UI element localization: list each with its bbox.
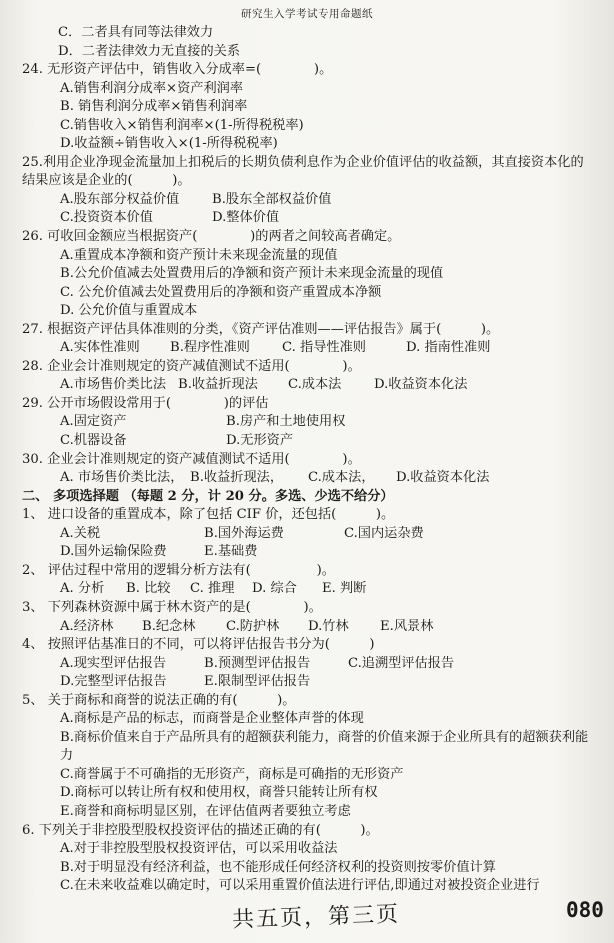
option-row: [22, 673, 592, 692]
handwritten-page-note: 共五页，第三页: [231, 902, 401, 933]
question-line: B. 销售利润分成率×销售利润率: [60, 99, 248, 115]
question-line: A.对于非控股型股权投资评估，可以采用收益法: [60, 841, 338, 857]
option-text: A.现实型评估报告: [60, 655, 167, 671]
option-text: C.成本法: [288, 377, 342, 393]
question-line: A.重置成本净额和资产预计未来现金流量的现值: [60, 247, 338, 263]
option-text: E.风景林: [380, 618, 434, 634]
option-text: D. 指南性准则: [406, 340, 491, 356]
option-text: D.收益资本化法: [396, 470, 490, 486]
question-line: 26. 可收回金额应当根据资产( )的两者之间较高者确定。: [22, 229, 401, 245]
option-text: E. 判断: [322, 581, 367, 597]
option-text: A.实体性准则: [60, 340, 140, 356]
question-line: B.对于明显没有经济利益，也不能形成任何经济权利的投资则按零价值计算: [60, 859, 496, 875]
option-row: [22, 618, 592, 637]
option-text: B.收益折现法: [178, 377, 258, 393]
option-text: C.国内运杂费: [344, 525, 424, 541]
option-text: A. 分析: [60, 581, 105, 597]
option-text: D.无形资产: [226, 433, 294, 449]
option-text: D.整体价值: [212, 210, 280, 226]
option-text: A.固定资产: [60, 414, 127, 430]
option-row: [22, 525, 592, 544]
option-text: B.收益折现法，: [190, 470, 284, 486]
option-text: E.限制型评估报告: [204, 674, 311, 690]
option-text: A.关税: [60, 525, 101, 541]
question-line: 28. 企业会计准则规定的资产减值测试不适用( )。: [22, 358, 361, 374]
option-text: B.预测型评估报告: [204, 655, 311, 671]
question-line: 5、 关于商标和商誉的说法正确的有( )。: [22, 692, 296, 708]
option-row: [22, 580, 592, 599]
option-text: C.投资资本价值: [60, 210, 153, 226]
option-text: C. 指导性准则: [282, 340, 366, 356]
question-line: 29. 公开市场假设常用于( )的评估: [22, 395, 269, 411]
option-row: [22, 543, 592, 562]
question-line: C. 公允价值减去处置费用后的净额和资产重置成本净额: [60, 284, 382, 300]
option-text: C.成本法，: [308, 470, 375, 486]
option-row: [22, 191, 592, 210]
option-text: C.防护林: [226, 618, 280, 634]
option-text: B.股东全部权益价值: [212, 191, 332, 207]
question-content: [22, 24, 592, 896]
option-text: B.房产和土地使用权: [226, 414, 346, 430]
paper-header: 研究生入学考试专用命题纸: [241, 8, 373, 20]
question-line: A.商标是产品的标志，而商誉是企业整体声誉的体现: [60, 711, 364, 727]
option-text: C. 推理: [190, 581, 235, 597]
option-text: B.国外海运费: [204, 525, 284, 541]
option-row: [22, 469, 592, 488]
option-text: B.纪念林: [142, 618, 196, 634]
option-text: D. 综合: [252, 581, 297, 597]
option-text: D.完整型评估报告: [60, 674, 167, 690]
question-line: D.收益额÷销售收入×(1-所得税税率): [60, 136, 278, 152]
option-text: D.国外运输保险费: [60, 544, 167, 560]
option-text: A.市场售价类比法: [60, 377, 167, 393]
question-line: B.公允价值减去处置费用后的净额和资产预计未来现金流量的现值: [60, 266, 444, 282]
option-text: D.竹林: [308, 618, 349, 634]
question-line: B.商标价值来自于产品所具有的超额获利能力，商誉的价值来源于企业所具有的超额获利能力: [60, 729, 589, 764]
option-text: A.股东部分权益价值: [60, 191, 180, 207]
question-line: E.商誉和商标明显区别，在评估值两者要独立考虑: [60, 803, 351, 819]
question-line: 6. 下列关于非控股型股权投资评估的描述正确的有( )。: [22, 822, 379, 838]
option-text: B.程序性准则: [170, 340, 250, 356]
page-number: 080: [566, 898, 604, 922]
question-line: 24. 无形资产评估中，销售收入分成率=( )。: [22, 62, 333, 78]
question-line: D.商标可以转让所有权和使用权，商誉只能转让所有权: [60, 785, 378, 801]
option-text: A. 市场售价类比法，: [60, 470, 184, 486]
section-heading: 二、 多项选择题 （每题 2 分，计 20 分。多选、少选不给分）: [22, 488, 394, 504]
option-row: [22, 655, 592, 674]
question-line: 30. 企业会计准则规定的资产减值测试不适用( )。: [22, 451, 361, 467]
option-row: [22, 209, 592, 228]
option-text: C.机器设备: [60, 433, 127, 449]
option-row: [22, 339, 592, 358]
question-line: 1、 进口设备的重置成本，除了包括 CIF 价，还包括( )。: [22, 507, 395, 523]
question-line: C.销售收入×销售利润率×(1-所得税税率): [60, 117, 304, 133]
question-line: D．二者法律效力无直接的关系: [58, 43, 241, 59]
question-line: D. 公允价值与重置成本: [60, 303, 198, 319]
question-line: 3、 下列森林资源中属于林木资产的是( )。: [22, 599, 322, 615]
question-line: 2、 评估过程中常用的逻辑分析方法有( )。: [22, 562, 335, 578]
option-row: [22, 413, 592, 432]
option-row: [22, 432, 592, 451]
question-line: A.销售利润分成率×资产利润率: [60, 80, 244, 96]
option-text: C.追溯型评估报告: [348, 655, 455, 671]
option-row: [22, 376, 592, 395]
question-line: 4、 按照评估基准日的不同，可以将评估报告书分为( ): [22, 637, 375, 653]
option-text: A.经济林: [60, 618, 114, 634]
question-line: 25.利用企业净现金流量加上扣税后的长期负债利息作为企业价值评估的收益额，其直接资本化的结果应该是企业的( )。: [22, 154, 584, 189]
question-line: C.在未来收益难以确定时，可以采用重置价值法进行评估,即通过对被投资企业进行: [60, 878, 540, 894]
option-text: B. 比较: [126, 581, 171, 597]
question-line: C．二者具有同等法律效力: [58, 25, 214, 40]
option-text: D.收益资本化法: [374, 377, 468, 393]
option-text: E.基础费: [204, 544, 258, 560]
question-line: 27. 根据资产评估具体准则的分类，《资产评估准则——评估报告》属于( )。: [22, 321, 500, 337]
question-line: C.商誉属于不可确指的无形资产，商标是可确指的无形资产: [60, 766, 404, 782]
